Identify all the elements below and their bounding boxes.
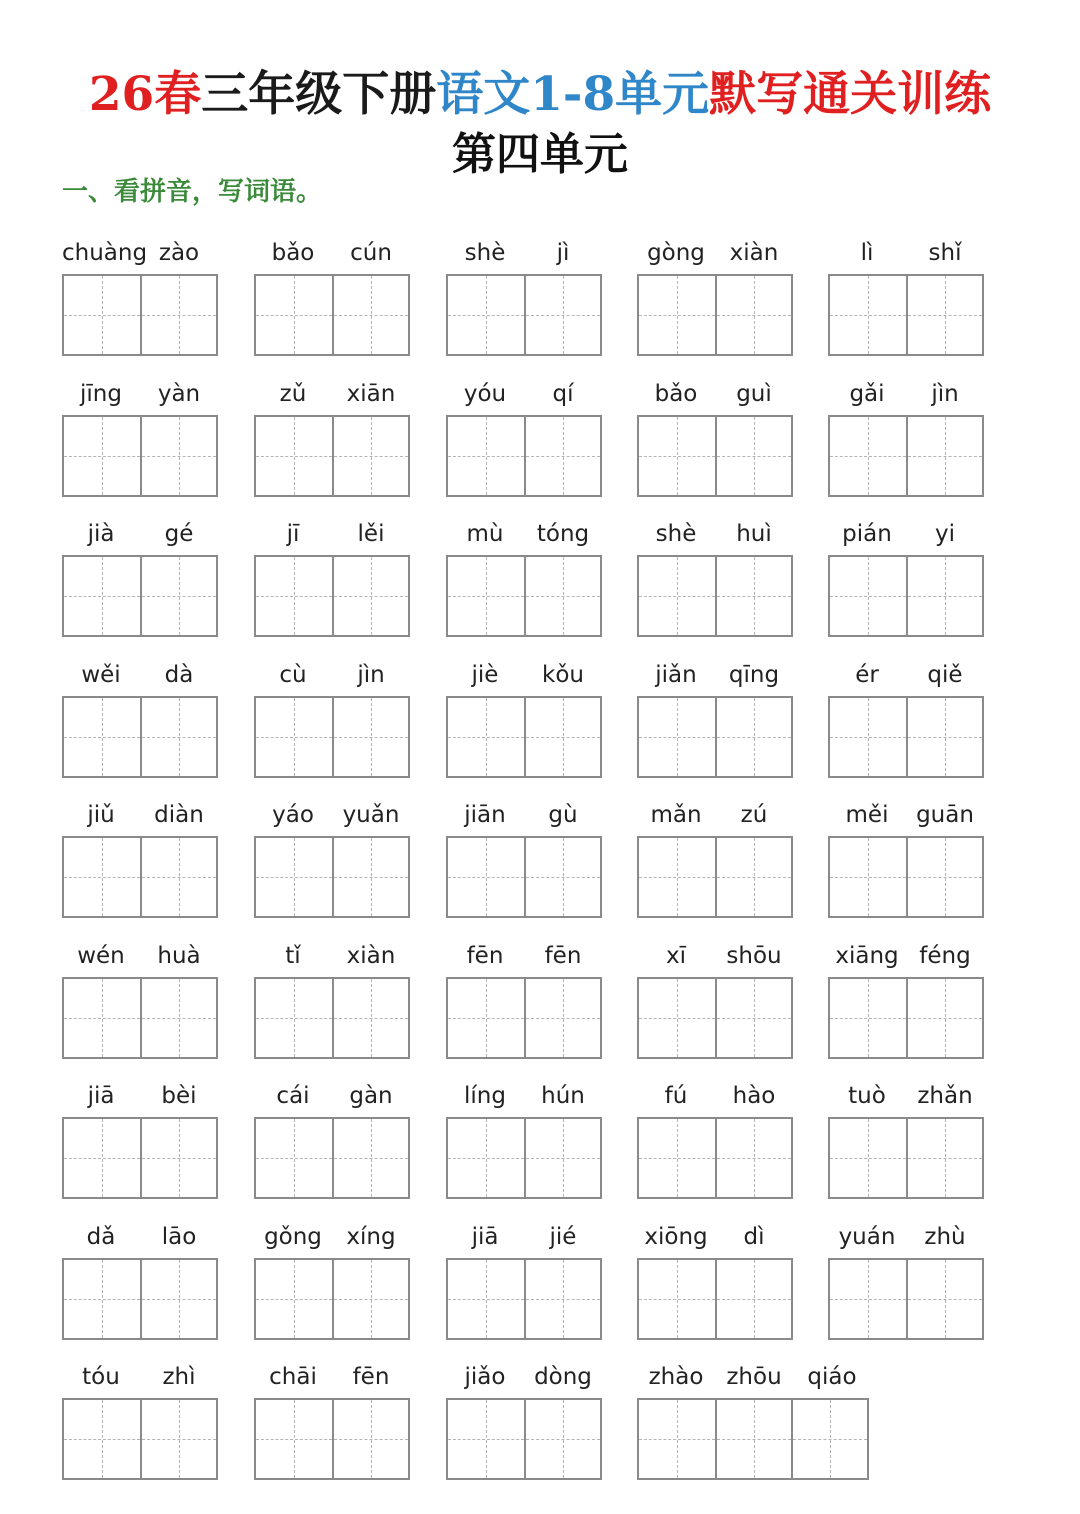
pinyin-row: [637, 1079, 793, 1113]
pinyin-syllable: jiǔ: [87, 802, 115, 828]
tianzige-box[interactable]: [906, 979, 982, 1057]
pinyin-row: [446, 1360, 602, 1394]
pinyin-syllable: dòng: [534, 1364, 592, 1390]
tianzige-box[interactable]: [639, 979, 715, 1057]
pinyin-row: [828, 236, 984, 270]
pinyin-syllable: wěi: [81, 662, 121, 688]
tianzige-box[interactable]: [140, 557, 216, 635]
writing-boxes: [62, 836, 218, 918]
writing-boxes: [62, 1398, 218, 1480]
writing-boxes: [828, 415, 984, 497]
pinyin-syllable: jì: [556, 240, 570, 266]
tianzige-box[interactable]: [64, 1260, 140, 1338]
tianzige-box[interactable]: [715, 1260, 791, 1338]
pinyin-row: [254, 658, 410, 692]
pinyin-syllable: cù: [279, 662, 307, 688]
tianzige-box[interactable]: [524, 1400, 600, 1478]
pinyin-row: [828, 939, 984, 973]
tianzige-box[interactable]: [524, 698, 600, 776]
tianzige-box[interactable]: [140, 698, 216, 776]
pinyin-syllable: jiān: [464, 802, 506, 828]
tianzige-box[interactable]: [639, 276, 715, 354]
pinyin-syllable: yáo: [272, 802, 314, 828]
tianzige-box[interactable]: [448, 838, 524, 916]
writing-boxes: [254, 555, 410, 637]
pinyin-syllable: gǒng: [264, 1224, 322, 1250]
tianzige-box[interactable]: [639, 838, 715, 916]
writing-boxes: [637, 1117, 793, 1199]
tianzige-box[interactable]: [256, 276, 332, 354]
pinyin-row: [828, 517, 984, 551]
pinyin-syllable: guān: [916, 802, 974, 828]
pinyin-syllable: jiè: [471, 662, 499, 688]
writing-boxes: [637, 415, 793, 497]
tianzige-box[interactable]: [906, 698, 982, 776]
tianzige-box[interactable]: [332, 979, 408, 1057]
pinyin-syllable: mù: [466, 521, 504, 547]
pinyin-syllable: kǒu: [542, 662, 584, 688]
writing-boxes: [446, 696, 602, 778]
pinyin-syllable: shōu: [726, 943, 782, 969]
pinyin-row: [828, 658, 984, 692]
writing-boxes: [828, 977, 984, 1059]
pinyin-syllable: gàn: [349, 1083, 393, 1109]
tianzige-box[interactable]: [140, 838, 216, 916]
pinyin-syllable: zú: [740, 802, 768, 828]
writing-boxes: [446, 1258, 602, 1340]
title-segment: 语文1-8单元: [436, 67, 710, 122]
tianzige-box[interactable]: [830, 276, 906, 354]
tianzige-box[interactable]: [715, 417, 791, 495]
writing-boxes: [62, 977, 218, 1059]
pinyin-row: [62, 939, 218, 973]
pinyin-syllable: cún: [350, 240, 392, 266]
writing-boxes: [637, 274, 793, 356]
pinyin-row: [637, 658, 793, 692]
tianzige-box[interactable]: [140, 276, 216, 354]
pinyin-syllable: yóu: [463, 381, 507, 407]
tianzige-box[interactable]: [256, 979, 332, 1057]
pinyin-row: [446, 939, 602, 973]
tianzige-box[interactable]: [64, 1119, 140, 1197]
pinyin-syllable: měi: [845, 802, 889, 828]
pinyin-row: [254, 236, 410, 270]
tianzige-box[interactable]: [830, 838, 906, 916]
tianzige-box[interactable]: [448, 417, 524, 495]
writing-boxes: [828, 696, 984, 778]
tianzige-box[interactable]: [639, 698, 715, 776]
tianzige-box[interactable]: [715, 979, 791, 1057]
pinyin-syllable: dǎ: [86, 1224, 116, 1250]
pinyin-syllable: chāi: [269, 1364, 317, 1390]
pinyin-syllable: xiān: [346, 381, 396, 407]
tianzige-box[interactable]: [524, 417, 600, 495]
writing-boxes: [62, 555, 218, 637]
pinyin-row: [62, 517, 218, 551]
tianzige-box[interactable]: [332, 1260, 408, 1338]
pinyin-syllable: jìn: [931, 381, 959, 407]
writing-boxes: [446, 1117, 602, 1199]
tianzige-box[interactable]: [524, 979, 600, 1057]
pinyin-row: [254, 798, 410, 832]
pinyin-syllable: fēn: [466, 943, 504, 969]
tianzige-box[interactable]: [715, 1400, 791, 1478]
tianzige-box[interactable]: [64, 838, 140, 916]
title-segment: 26春: [88, 67, 202, 122]
pinyin-row: [446, 1079, 602, 1113]
pinyin-syllable: gù: [548, 802, 578, 828]
pinyin-syllable: tóng: [536, 521, 590, 547]
pinyin-syllable: jìn: [357, 662, 385, 688]
pinyin-syllable: fú: [664, 1083, 688, 1109]
pinyin-syllable: féng: [919, 943, 971, 969]
tianzige-box[interactable]: [256, 557, 332, 635]
tianzige-box[interactable]: [448, 1400, 524, 1478]
pinyin-syllable: tǐ: [285, 943, 301, 969]
pinyin-row: [637, 1360, 871, 1394]
tianzige-box[interactable]: [64, 417, 140, 495]
pinyin-row: [828, 798, 984, 832]
tianzige-box[interactable]: [906, 1260, 982, 1338]
writing-boxes: [62, 415, 218, 497]
pinyin-syllable: líng: [464, 1083, 506, 1109]
pinyin-row: [637, 236, 793, 270]
pinyin-row: [446, 236, 602, 270]
tianzige-box[interactable]: [332, 698, 408, 776]
tianzige-box[interactable]: [715, 276, 791, 354]
pinyin-syllable: shǐ: [928, 240, 962, 266]
pinyin-syllable: qiáo: [807, 1364, 857, 1390]
pinyin-syllable: jiā: [471, 1224, 499, 1250]
tianzige-box[interactable]: [332, 417, 408, 495]
pinyin-syllable: xiōng: [644, 1224, 708, 1250]
pinyin-syllable: zhào: [648, 1364, 704, 1390]
pinyin-syllable: lì: [860, 240, 874, 266]
pinyin-row: [62, 1079, 218, 1113]
tianzige-box[interactable]: [448, 276, 524, 354]
tianzige-box[interactable]: [715, 557, 791, 635]
pinyin-syllable: dà: [164, 662, 194, 688]
pinyin-syllable: zhì: [162, 1364, 196, 1390]
writing-boxes: [446, 836, 602, 918]
pinyin-syllable: yuǎn: [342, 802, 400, 828]
tianzige-box[interactable]: [256, 1119, 332, 1197]
tianzige-box[interactable]: [140, 979, 216, 1057]
tianzige-box[interactable]: [830, 979, 906, 1057]
writing-boxes: [62, 274, 218, 356]
tianzige-box[interactable]: [639, 1260, 715, 1338]
pinyin-syllable: gòng: [647, 240, 705, 266]
pinyin-row: [62, 1360, 218, 1394]
writing-boxes: [254, 1258, 410, 1340]
pinyin-syllable: dì: [743, 1224, 765, 1250]
writing-boxes: [62, 1258, 218, 1340]
tianzige-box[interactable]: [524, 838, 600, 916]
pinyin-syllable: cái: [276, 1083, 310, 1109]
pinyin-syllable: qí: [552, 381, 574, 407]
writing-boxes: [254, 696, 410, 778]
writing-boxes: [637, 555, 793, 637]
pinyin-syllable: lěi: [357, 521, 385, 547]
pinyin-syllable: bǎo: [654, 381, 698, 407]
pinyin-row: [828, 377, 984, 411]
writing-boxes: [828, 1258, 984, 1340]
tianzige-box[interactable]: [830, 417, 906, 495]
writing-boxes: [637, 977, 793, 1059]
pinyin-syllable: xiàn: [346, 943, 396, 969]
tianzige-box[interactable]: [64, 698, 140, 776]
pinyin-row: [637, 517, 793, 551]
writing-boxes: [254, 836, 410, 918]
tianzige-box[interactable]: [791, 1400, 867, 1478]
tianzige-box[interactable]: [332, 276, 408, 354]
pinyin-syllable: gǎi: [849, 381, 885, 407]
tianzige-box[interactable]: [906, 276, 982, 354]
writing-boxes: [446, 977, 602, 1059]
tianzige-box[interactable]: [140, 1260, 216, 1338]
tianzige-box[interactable]: [256, 838, 332, 916]
pinyin-syllable: zhǎn: [917, 1083, 973, 1109]
tianzige-box[interactable]: [448, 557, 524, 635]
pinyin-syllable: zhōu: [726, 1364, 782, 1390]
tianzige-box[interactable]: [256, 1260, 332, 1338]
tianzige-box[interactable]: [639, 1119, 715, 1197]
pinyin-row: [828, 1079, 984, 1113]
pinyin-syllable: yàn: [157, 381, 201, 407]
pinyin-syllable: xíng: [346, 1224, 396, 1250]
writing-boxes: [446, 274, 602, 356]
pinyin-row: [446, 1220, 602, 1254]
pinyin-syllable: huì: [736, 521, 772, 547]
pinyin-syllable: lāo: [161, 1224, 197, 1250]
pinyin-row: [254, 377, 410, 411]
tianzige-box[interactable]: [906, 417, 982, 495]
tianzige-box[interactable]: [715, 1119, 791, 1197]
writing-boxes: [446, 555, 602, 637]
pinyin-row: [446, 658, 602, 692]
pinyin-row: [62, 798, 218, 832]
pinyin-row: [446, 377, 602, 411]
tianzige-box[interactable]: [332, 838, 408, 916]
pinyin-syllable: qīng: [728, 662, 780, 688]
tianzige-box[interactable]: [140, 1400, 216, 1478]
pinyin-syllable: yuán: [838, 1224, 896, 1250]
pinyin-syllable: zhù: [924, 1224, 966, 1250]
pinyin-row: [254, 1360, 410, 1394]
pinyin-syllable: jiǎo: [464, 1364, 506, 1390]
writing-boxes: [254, 1398, 410, 1480]
tianzige-box[interactable]: [64, 979, 140, 1057]
writing-boxes: [254, 274, 410, 356]
tianzige-box[interactable]: [906, 557, 982, 635]
pinyin-syllable: bǎo: [271, 240, 315, 266]
tianzige-box[interactable]: [140, 1119, 216, 1197]
writing-boxes: [254, 1117, 410, 1199]
pinyin-syllable: shè: [655, 521, 697, 547]
title-segment: 三年级下册: [201, 67, 437, 122]
pinyin-syllable: bèi: [161, 1083, 197, 1109]
writing-boxes: [637, 1398, 869, 1480]
tianzige-box[interactable]: [830, 557, 906, 635]
tianzige-box[interactable]: [639, 417, 715, 495]
pinyin-row: [446, 517, 602, 551]
tianzige-box[interactable]: [448, 698, 524, 776]
pinyin-syllable: hún: [541, 1083, 585, 1109]
pinyin-syllable: yi: [934, 521, 955, 547]
pinyin-syllable: ér: [855, 662, 879, 688]
writing-boxes: [254, 415, 410, 497]
tianzige-box[interactable]: [830, 1260, 906, 1338]
tianzige-box[interactable]: [715, 698, 791, 776]
tianzige-box[interactable]: [64, 1400, 140, 1478]
pinyin-syllable: gé: [164, 521, 194, 547]
tianzige-box[interactable]: [256, 1400, 332, 1478]
pinyin-syllable: xiàn: [729, 240, 779, 266]
pinyin-syllable: jié: [549, 1224, 577, 1250]
tianzige-box[interactable]: [64, 276, 140, 354]
pinyin-row: [637, 377, 793, 411]
tianzige-box[interactable]: [332, 557, 408, 635]
section-heading: 一、看拼音，写词语。: [62, 177, 323, 207]
pinyin-row: [254, 517, 410, 551]
pinyin-syllable: guì: [736, 381, 772, 407]
pinyin-syllable: hào: [732, 1083, 776, 1109]
pinyin-syllable: mǎn: [650, 802, 702, 828]
pinyin-row: [62, 236, 218, 270]
pinyin-syllable: jià: [87, 521, 115, 547]
title-segment: 默写通关训练: [709, 67, 992, 122]
pinyin-syllable: xiāng: [835, 943, 899, 969]
writing-boxes: [828, 1117, 984, 1199]
pinyin-syllable: jiǎn: [655, 662, 697, 688]
pinyin-row: [254, 939, 410, 973]
pinyin-row: [62, 658, 218, 692]
tianzige-box[interactable]: [332, 1400, 408, 1478]
tianzige-box[interactable]: [256, 417, 332, 495]
pinyin-row: [446, 798, 602, 832]
pinyin-syllable: shè: [464, 240, 506, 266]
tianzige-box[interactable]: [830, 1119, 906, 1197]
tianzige-box[interactable]: [639, 557, 715, 635]
pinyin-syllable: pián: [842, 521, 892, 547]
tianzige-box[interactable]: [140, 417, 216, 495]
pinyin-syllable: tóu: [82, 1364, 120, 1390]
pinyin-syllable: jiā: [87, 1083, 115, 1109]
tianzige-box[interactable]: [524, 557, 600, 635]
pinyin-syllable: zào: [158, 240, 200, 266]
tianzige-box[interactable]: [715, 838, 791, 916]
tianzige-box[interactable]: [524, 276, 600, 354]
pinyin-row: [637, 798, 793, 832]
pinyin-syllable: tuò: [848, 1083, 886, 1109]
pinyin-row: [254, 1079, 410, 1113]
tianzige-box[interactable]: [906, 1119, 982, 1197]
writing-boxes: [828, 274, 984, 356]
tianzige-box[interactable]: [64, 557, 140, 635]
pinyin-row: [637, 1220, 793, 1254]
tianzige-box[interactable]: [256, 698, 332, 776]
pinyin-syllable: jī: [286, 521, 300, 547]
writing-boxes: [637, 836, 793, 918]
pinyin-syllable: qiě: [927, 662, 963, 688]
pinyin-syllable: chuàng: [62, 240, 148, 266]
writing-boxes: [254, 977, 410, 1059]
pinyin-syllable: huà: [157, 943, 201, 969]
writing-boxes: [637, 1258, 793, 1340]
pinyin-syllable: wén: [77, 943, 125, 969]
writing-boxes: [446, 1398, 602, 1480]
writing-boxes: [446, 415, 602, 497]
tianzige-box[interactable]: [906, 838, 982, 916]
pinyin-syllable: xī: [665, 943, 686, 969]
pinyin-row: [254, 1220, 410, 1254]
writing-boxes: [637, 696, 793, 778]
tianzige-box[interactable]: [448, 1119, 524, 1197]
tianzige-box[interactable]: [524, 1260, 600, 1338]
pinyin-syllable: fēn: [544, 943, 582, 969]
tianzige-box[interactable]: [524, 1119, 600, 1197]
tianzige-box[interactable]: [448, 979, 524, 1057]
pinyin-row: [62, 1220, 218, 1254]
pinyin-syllable: jīng: [80, 381, 122, 407]
tianzige-box[interactable]: [332, 1119, 408, 1197]
tianzige-box[interactable]: [639, 1400, 715, 1478]
pinyin-syllable: zǔ: [279, 381, 307, 407]
writing-boxes: [828, 555, 984, 637]
pinyin-row: [62, 377, 218, 411]
tianzige-box[interactable]: [448, 1260, 524, 1338]
unit-subtitle: 第四单元: [452, 129, 628, 180]
writing-boxes: [828, 836, 984, 918]
pinyin-syllable: fēn: [352, 1364, 390, 1390]
pinyin-row: [828, 1220, 984, 1254]
pinyin-syllable: diàn: [154, 802, 204, 828]
pinyin-row: [637, 939, 793, 973]
tianzige-box[interactable]: [830, 698, 906, 776]
writing-boxes: [62, 1117, 218, 1199]
writing-boxes: [62, 696, 218, 778]
